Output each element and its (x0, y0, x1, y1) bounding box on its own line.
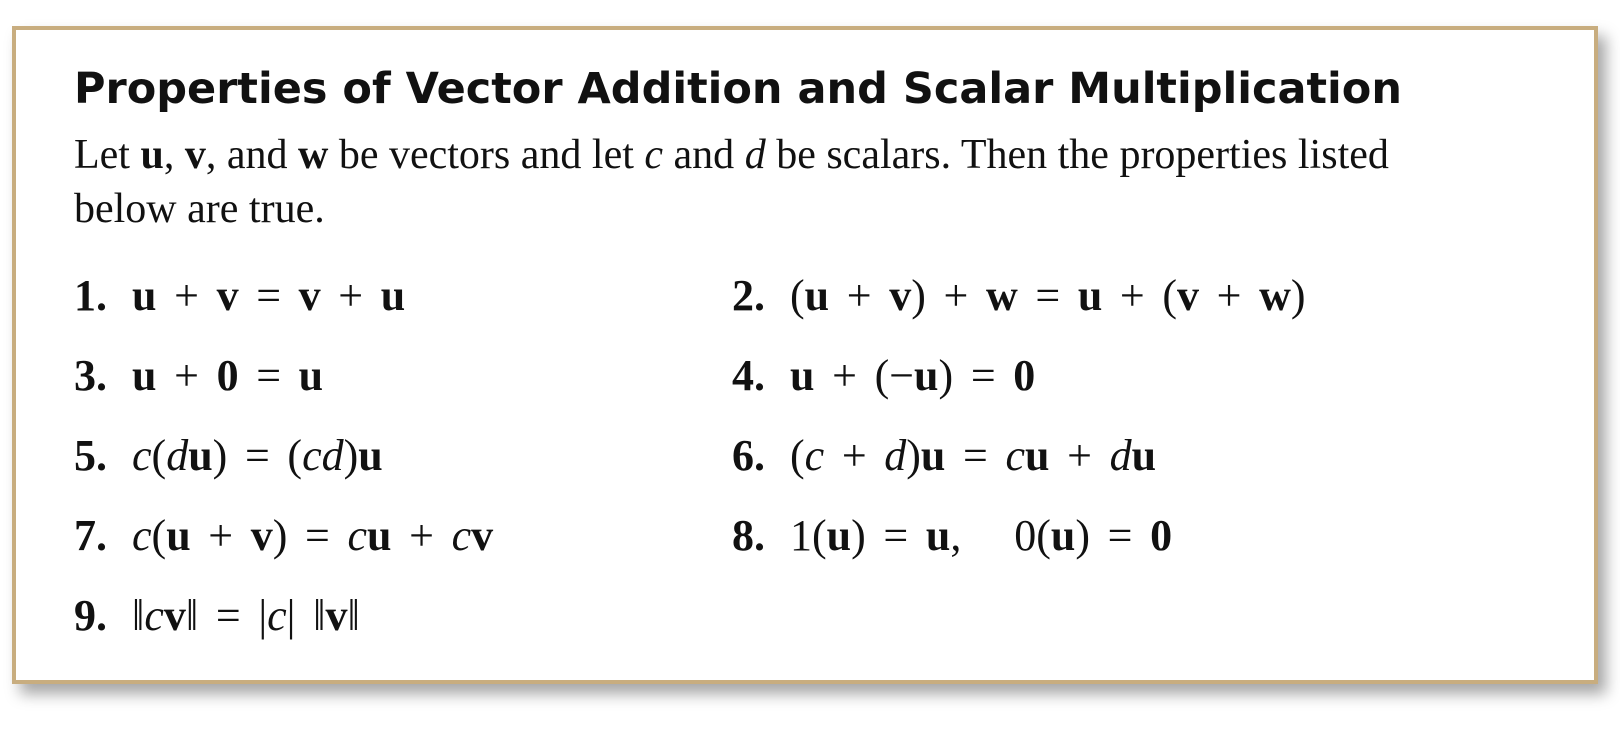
property-1 (74, 271, 406, 320)
vector-w: w (297, 132, 329, 178)
property-formula: (u + v) + w = u + (v + w) (790, 271, 1306, 320)
vector-v: v (184, 132, 206, 178)
property-formula: ‖cv‖ = |c| ‖v‖ (132, 591, 360, 640)
property-3 (74, 351, 324, 400)
property-6 (732, 431, 1157, 480)
property-formula: u + v = v + u (132, 271, 406, 320)
property-formula: (c + d)u = cu + du (790, 431, 1157, 480)
property-number: 8. (732, 511, 765, 560)
scalar-d: d (744, 132, 766, 178)
property-number: 6. (732, 431, 765, 480)
scalar-c: c (644, 132, 664, 178)
property-formula: u + (−u) = 0 (790, 351, 1036, 400)
property-number: 4. (732, 351, 765, 400)
property-5 (74, 431, 383, 480)
property-7 (74, 511, 494, 560)
intro-text: be scalars. Then the properties listed below are true. (74, 132, 1389, 232)
property-formula: 1(u) = u, 0(u) = 0 (790, 511, 1173, 560)
properties-box (12, 26, 1598, 684)
property-4 (732, 351, 1036, 400)
intro-text: Let (74, 132, 141, 178)
intro-paragraph (74, 128, 1494, 236)
property-formula: u + 0 = u (132, 351, 324, 400)
property-8 (732, 511, 1173, 560)
property-number: 3. (74, 351, 107, 400)
intro-text: and (663, 132, 745, 178)
property-9 (74, 591, 360, 640)
property-formula: c(u + v) = cu + cv (132, 511, 494, 560)
property-number: 7. (74, 511, 107, 560)
property-number: 2. (732, 271, 765, 320)
intro-text: , (163, 132, 185, 178)
box-title: Properties of Vector Addition and Scalar Multiplication (74, 64, 1402, 114)
property-formula: c(du) = (cd)u (132, 431, 383, 480)
vector-u: u (140, 132, 164, 178)
property-number: 9. (74, 591, 107, 640)
property-2 (732, 271, 1306, 320)
property-number: 1. (74, 271, 107, 320)
intro-text: be vectors and let (328, 132, 645, 178)
property-number: 5. (74, 431, 107, 480)
intro-text: , and (205, 132, 298, 178)
